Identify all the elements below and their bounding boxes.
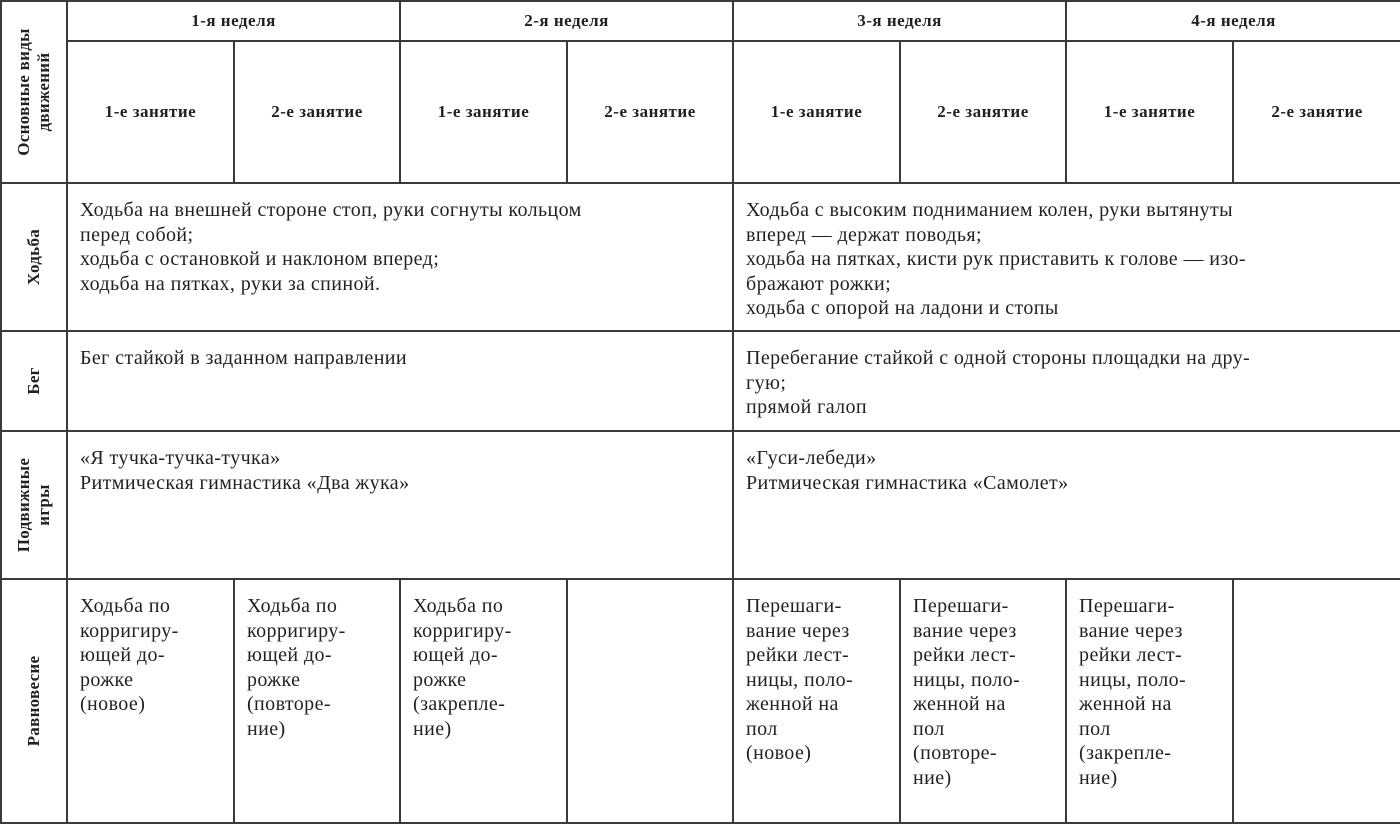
week-2-header: 2-я неделя [400,1,733,41]
games-weeks-3-4: «Гуси-лебеди» Ритмическая гимнастика «Самолет» [733,431,1400,579]
games-weeks-1-2: «Я тучка-тучка-тучка» Ритмическая гимнастика «Два жука» [67,431,733,579]
walking-label-cell [1,183,67,331]
balance-cell: Перешаги- вание через рейки лест- ницы, поло- женной на пол (новое) [733,579,900,823]
week-header-row [1,1,1400,41]
walking-label: Ходьба [24,228,43,286]
corner-header-text: Основные виды движений [14,28,53,156]
balance-cell: Ходьба по корригиру- ющей до- рожке (новое) [67,579,234,823]
session-header: 2-е занятие [234,41,400,183]
games-row [1,431,1400,579]
running-weeks-3-4: Перебегание стайкой с одной стороны площадки на дру- гую; прямой галоп [733,331,1400,431]
balance-label-cell [1,579,67,823]
session-header: 1-е занятие [400,41,567,183]
session-header: 2-е занятие [900,41,1066,183]
week-3-header: 3-я неделя [733,1,1066,41]
balance-row [1,579,1400,823]
running-row [1,331,1400,431]
corner-header [1,1,67,183]
games-label: Подвижные игры [14,457,53,553]
walking-weeks-1-2: Ходьба на внешней стороне стоп, руки согнуты кольцом перед собой; ходьба с остановкой и наклоном вперед; ходьба на пятках, руки за спиной. [67,183,733,331]
balance-cell: Перешаги- вание через рейки лест- ницы, поло- женной на пол (закрепле- ние) [1066,579,1233,823]
session-header: 2-е занятие [567,41,733,183]
balance-label: Равновесие [24,655,43,747]
games-label-cell [1,431,67,579]
running-label-cell [1,331,67,431]
session-header: 1-е занятие [67,41,234,183]
session-header: 2-е занятие [1233,41,1400,183]
week-1-header: 1-я неделя [67,1,400,41]
balance-cell [567,579,733,823]
session-header: 1-е занятие [733,41,900,183]
balance-cell: Ходьба по корригиру- ющей до- рожке (закрепле- ние) [400,579,567,823]
balance-cell: Перешаги- вание через рейки лест- ницы, поло- женной на пол (повторе- ние) [900,579,1066,823]
running-weeks-1-2: Бег стайкой в заданном направлении [67,331,733,431]
session-header-row [1,41,1400,183]
walking-weeks-3-4: Ходьба с высоким подниманием колен, руки вытянуты вперед — держат поводья; ходьба на пятках, кисти рук приставить к голове — изо- бражают рожки; ходьба с опорой на ладони и стопы [733,183,1400,331]
balance-cell [1233,579,1400,823]
balance-cell: Ходьба по корригиру- ющей до- рожке (повторе- ние) [234,579,400,823]
session-header: 1-е занятие [1066,41,1233,183]
running-label: Бег [24,367,43,395]
week-4-header: 4-я неделя [1066,1,1400,41]
walking-row [1,183,1400,331]
